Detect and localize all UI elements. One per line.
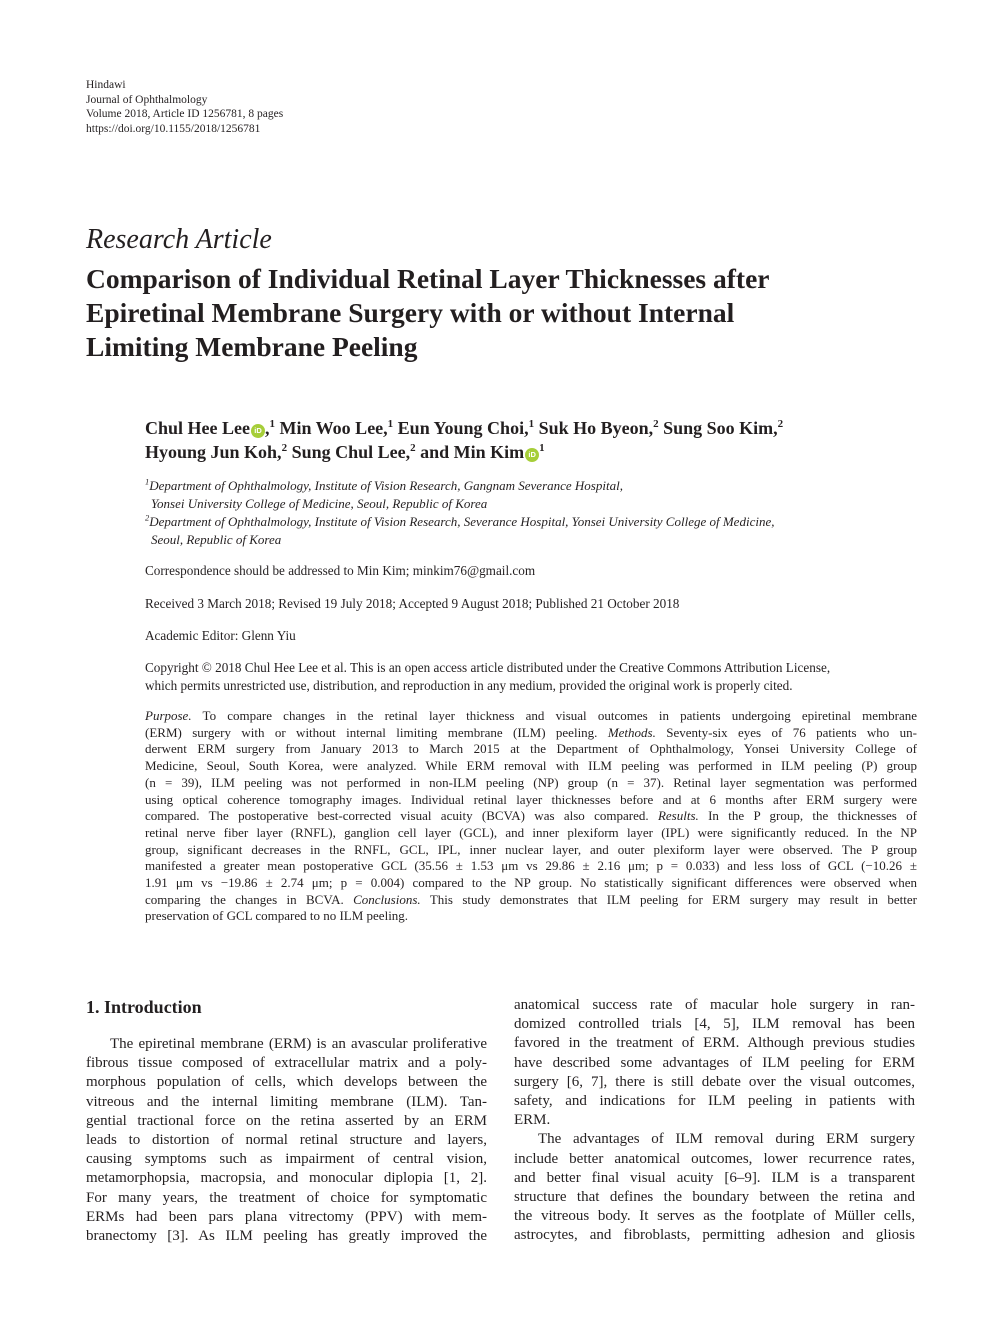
copyright-notice <box>145 659 917 695</box>
author-line <box>145 440 945 464</box>
body-line: branectomy [3]. As ILM peeling has greatly improved the <box>86 1228 487 1245</box>
abstract-text: (ERM) surgery with or without internal limiting membrane (ILM) peeling. <box>145 724 598 740</box>
author-name[interactable]: Min Woo Lee, <box>279 418 388 438</box>
abstract-line: (n = 39), ILM peeling was not performed in non-ILM peeling (NP) group (n = 37). Retinal layer segmentation was performed <box>145 774 917 790</box>
article-type: Research Article <box>86 224 272 255</box>
abstract-line: preservation of GCL compared to no ILM peeling. <box>145 908 409 924</box>
author-name[interactable]: Chul Hee Lee <box>145 418 250 438</box>
abstract-line: group, significant decreases in the RNFL, GCL, IPL, inner nuclear layer, and outer plexiform layer were observed. The P group <box>145 841 917 857</box>
orcid-icon[interactable]: iD <box>525 448 539 462</box>
affiliation-line <box>145 513 945 531</box>
body-line: vitreous and the internal limiting membrane (ILM). Tan- <box>86 1093 487 1110</box>
author-affiliation-mark: 2 <box>281 442 288 454</box>
affiliation-text: Department of Ophthalmology, Institute of Vision Research, Severance Hospital, Yonsei University College of Medicine, <box>149 514 775 529</box>
body-line: have described some advantages of ILM peeling for ERM <box>514 1054 915 1071</box>
body-line: causing symptoms such as impairment of central vision, <box>86 1151 487 1168</box>
doi-link[interactable]: https://doi.org/10.1155/2018/1256781 <box>86 122 261 135</box>
author-name[interactable]: Eun Young Choi, <box>397 418 529 438</box>
body-line: ERM. <box>514 1112 551 1129</box>
body-column-left <box>86 1035 487 1246</box>
abstract-line: manifested a greater mean postoperative GCL (35.56 ± 1.53 μm vs 29.86 ± 2.16 μm; p = 0.033) and less loss of GCL (−10.26 ± <box>145 858 917 874</box>
affiliation-line: Seoul, Republic of Korea <box>151 532 282 547</box>
author-name[interactable]: and Min Kim <box>420 442 525 462</box>
affiliation-number: 2 <box>145 512 150 523</box>
volume-info: Volume 2018, Article ID 1256781, 8 pages <box>86 108 284 120</box>
affiliation-line: Yonsei University College of Medicine, Seoul, Republic of Korea <box>151 496 488 511</box>
copyright-line: Copyright © 2018 Chul Hee Lee et al. This is an open access article distributed under the Creative Commons Attribution License, <box>145 660 831 675</box>
title-line: Epiretinal Membrane Surgery with or without Internal <box>86 297 735 328</box>
body-line: leads to distortion of normal retinal structure and layers, <box>86 1132 487 1149</box>
body-line: astrocytes, and fibroblasts, permitting adhesion and gliosis <box>514 1227 915 1244</box>
author-name[interactable]: Suk Ho Byeon, <box>538 418 654 438</box>
abstract-line: retinal nerve fiber layer (RNFL), ganglion cell layer (GCL), and inner plexiform layer (IPL) were significantly reduced. In the NP <box>145 824 917 840</box>
author-affiliation-mark: 1 <box>269 418 275 430</box>
body-line: anatomical success rate of macular hole surgery in ran- <box>514 997 915 1013</box>
abstract-line <box>145 708 917 725</box>
title-line: Comparison of Individual Retinal Layer Thicknesses after <box>86 263 770 294</box>
abstract-label-purpose: Purpose. <box>145 708 192 723</box>
abstract-label-conclusions: Conclusions. <box>353 891 421 907</box>
abstract <box>145 708 917 925</box>
author-affiliation-mark: 2 <box>777 418 784 430</box>
body-line: For many years, the treatment of choice for symptomatic <box>86 1189 487 1206</box>
abstract-line <box>145 892 917 909</box>
abstract-text: compared. The postoperative best-corrected visual acuity (BCVA) was also compared. <box>145 808 649 824</box>
journal-header <box>86 78 283 136</box>
title-line: Limiting Membrane Peeling <box>86 331 418 362</box>
abstract-label-methods: Methods. <box>607 724 656 740</box>
body-line: structure that defines the boundary between the retina and <box>514 1189 915 1206</box>
body-line: include better anatomical outcomes, lower recurrence rates, <box>514 1150 915 1167</box>
abstract-label-results: Results. <box>657 808 699 824</box>
journal-name: Journal of Ophthalmology <box>86 93 208 106</box>
copyright-line: which permits unrestricted use, distribution, and reproduction in any medium, provided the original work is properly cited. <box>145 678 793 693</box>
section-heading: 1. Introduction <box>86 997 202 1017</box>
author-name[interactable]: Hyoung Jun Koh, <box>145 442 282 462</box>
body-line: The epiretinal membrane (ERM) is an avascular proliferative <box>110 1036 487 1052</box>
body-line: favored in the treatment of ERM. Although previous studies <box>514 1035 915 1052</box>
body-line: safety, and indications for ILM peeling in patients with <box>514 1093 915 1110</box>
affiliation-text: Department of Ophthalmology, Institute of Vision Research, Gangnam Severance Hospital, <box>149 478 623 493</box>
paper-title <box>86 262 926 364</box>
abstract-line <box>145 725 917 742</box>
abstract-line: using optical coherence tomography images. Individual retinal layer thicknesses before and at 6 months after ERM surgery were <box>145 791 917 807</box>
abstract-text: comparing the changes in BCVA. <box>145 891 344 907</box>
abstract-line: 1.91 μm vs −19.86 ± 2.74 μm; p = 0.004) compared to the NP group. No statistically significant differences were observed when <box>145 875 917 891</box>
body-line: the vitreous body. It serves as the footplate of Müller cells, <box>514 1208 915 1225</box>
author-affiliation-mark: 1 <box>528 418 535 430</box>
author-name[interactable]: Sung Chul Lee, <box>291 442 411 462</box>
academic-editor: Academic Editor: Glenn Yiu <box>145 628 296 643</box>
orcid-icon[interactable]: iD <box>251 424 265 438</box>
abstract-text: To compare changes in the retinal layer thickness and visual outcomes in patients undergoing epiretinal membrane <box>202 708 918 723</box>
body-column-right <box>514 996 915 1246</box>
publication-dates: Received 3 March 2018; Revised 19 July 2018; Accepted 9 August 2018; Published 21 October 2018 <box>145 596 680 611</box>
abstract-text: This study demonstrates that ILM peeling for ERM surgery may result in better <box>429 891 918 907</box>
body-line: morphous population of cells, which develops between the <box>86 1074 487 1091</box>
body-line: domized controlled trials [4, 5], ILM removal has been <box>514 1016 915 1033</box>
affiliation-number: 1 <box>145 476 150 487</box>
author-affiliation-mark: 1 <box>539 442 545 454</box>
author-name[interactable]: Sung Soo Kim, <box>663 418 778 438</box>
publisher-name: Hindawi <box>86 79 126 91</box>
body-line: and better final visual acuity [6–9]. ILM is a transparent <box>514 1169 915 1186</box>
body-line: ERMs had been pars plana vitrectomy (PPV) with mem- <box>86 1208 487 1225</box>
author-line: Chul Hee Lee iD ,$^1$ Min Woo Lee,$^1$ Eun Young Choi,$^1$ Suk Ho Byeon,$^2$ Sung Soo Kim,$^2$ <box>145 418 784 438</box>
correspondence: Correspondence should be addressed to Min Kim; minkim76@gmail.com <box>145 563 536 578</box>
body-line: The advantages of ILM removal during ERM surgery <box>538 1131 915 1148</box>
author-list <box>145 416 945 464</box>
author-affiliation-mark: 2 <box>410 442 416 454</box>
author-affiliation-mark: 1 <box>387 418 394 430</box>
abstract-text: Seventy-six eyes of 76 patients who un- <box>666 724 918 740</box>
body-line: surgery [6, 7], there is still debate over the visual outcomes, <box>514 1073 915 1090</box>
abstract-line: derwent ERM surgery from January 2013 to March 2015 at the Department of Ophthalmology, Yonsei University College of <box>145 741 917 757</box>
abstract-line: Medicine, Seoul, South Korea, were analyzed. While ERM removal with ILM peeling was performed in ILM peeling (P) group <box>145 758 917 774</box>
body-line: fibrous tissue composed of extracellular matrix and a poly- <box>86 1055 487 1072</box>
affiliations <box>145 477 945 549</box>
body-line: metamorphopsia, macropsia, and monocular diplopia [1, 2]. <box>86 1170 487 1187</box>
author-affiliation-mark: 2 <box>653 418 659 430</box>
affiliation-line <box>145 477 945 495</box>
body-line: gential tractional force on the retina asserted by an ERM <box>86 1112 487 1129</box>
abstract-text: In the P group, the thicknesses of <box>708 808 917 824</box>
abstract-line <box>145 808 917 825</box>
